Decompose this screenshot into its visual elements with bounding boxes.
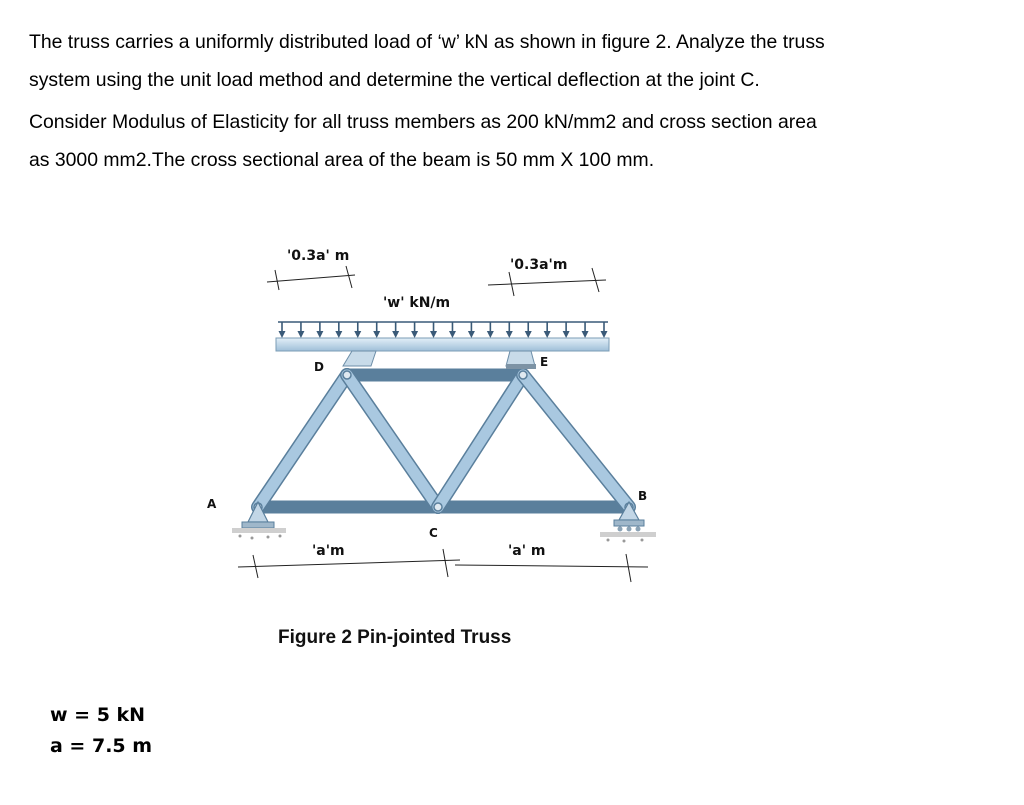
member-CE: [438, 375, 523, 507]
dim-bottom-left-tick-2: [443, 549, 448, 577]
joint-label-B: B: [638, 489, 648, 503]
problem-line-3: Consider Modulus of Elasticity for all truss members as 200 kN/mm2 and cross section area: [29, 111, 817, 133]
dim-top-right-line: [488, 280, 606, 285]
problem-line-1: The truss carries a uniformly distributed load of ‘w’ kN as shown in figure 2. Analyze the truss: [29, 31, 825, 53]
load-arrow-head: [279, 331, 286, 338]
load-arrow-head: [316, 331, 323, 338]
dim-bottom-left-line: [238, 560, 460, 567]
param-a: a = 7.5 m: [50, 735, 153, 757]
dim-bottom-right-label: 'a' m: [508, 543, 546, 559]
member-DC: [347, 375, 438, 507]
load-arrow-head: [563, 331, 570, 338]
truss-members: [258, 375, 629, 507]
load-arrow-head: [392, 331, 399, 338]
dim-top-left-tick-2: [346, 266, 352, 288]
load-arrow-head: [449, 331, 456, 338]
joint-label-C: C: [429, 526, 438, 540]
load-arrow-head: [601, 331, 608, 338]
figure-caption: Figure 2 Pin-jointed Truss: [278, 627, 512, 648]
pin-D: [343, 371, 351, 379]
load-arrow-head: [468, 331, 475, 338]
load-arrow-head: [354, 331, 361, 338]
load-arrow-head: [430, 331, 437, 338]
load-arrow-head: [487, 331, 494, 338]
dim-top-left-line: [267, 275, 355, 282]
param-w: w = 5 kN: [50, 704, 146, 726]
load-arrow-head: [297, 331, 304, 338]
load-arrow-head: [335, 331, 342, 338]
dim-top-left-label: '0.3a' m: [287, 248, 350, 264]
load-arrow-head: [582, 331, 589, 338]
dim-top-right-label: '0.3a'm: [510, 257, 568, 273]
load-arrow-head: [411, 331, 418, 338]
pin-C: [434, 503, 442, 511]
load-arrow-head: [506, 331, 513, 338]
given-parameters: [50, 700, 152, 762]
pin-E: [519, 371, 527, 379]
dim-bottom-left-label: 'a'm: [312, 543, 345, 559]
problem-line-4: as 3000 mm2.The cross sectional area of the beam is 50 mm X 100 mm.: [29, 149, 655, 171]
roller-E: [506, 364, 536, 369]
joint-label-E: E: [540, 355, 549, 369]
load-arrow-head: [544, 331, 551, 338]
joint-label-D: D: [314, 360, 324, 374]
distributed-load: [278, 322, 608, 338]
load-arrows: [279, 322, 608, 338]
member-EB: [523, 375, 629, 507]
beam-bracket-D: [343, 351, 376, 366]
dim-bottom-right-tick: [626, 554, 631, 582]
dim-bottom-right-line: [455, 565, 648, 567]
beam-bracket-E: [506, 351, 535, 366]
load-label: 'w' kN/m: [383, 295, 451, 311]
load-arrow-head: [373, 331, 380, 338]
joint-label-A: A: [207, 497, 217, 511]
beam: [276, 338, 609, 351]
problem-line-2: system using the unit load method and determine the vertical deflection at the joint C.: [29, 69, 760, 91]
member-AD: [258, 375, 347, 507]
load-arrow-head: [525, 331, 532, 338]
dimension-lines: [238, 266, 648, 582]
dim-top-left-tick-1: [275, 270, 279, 290]
